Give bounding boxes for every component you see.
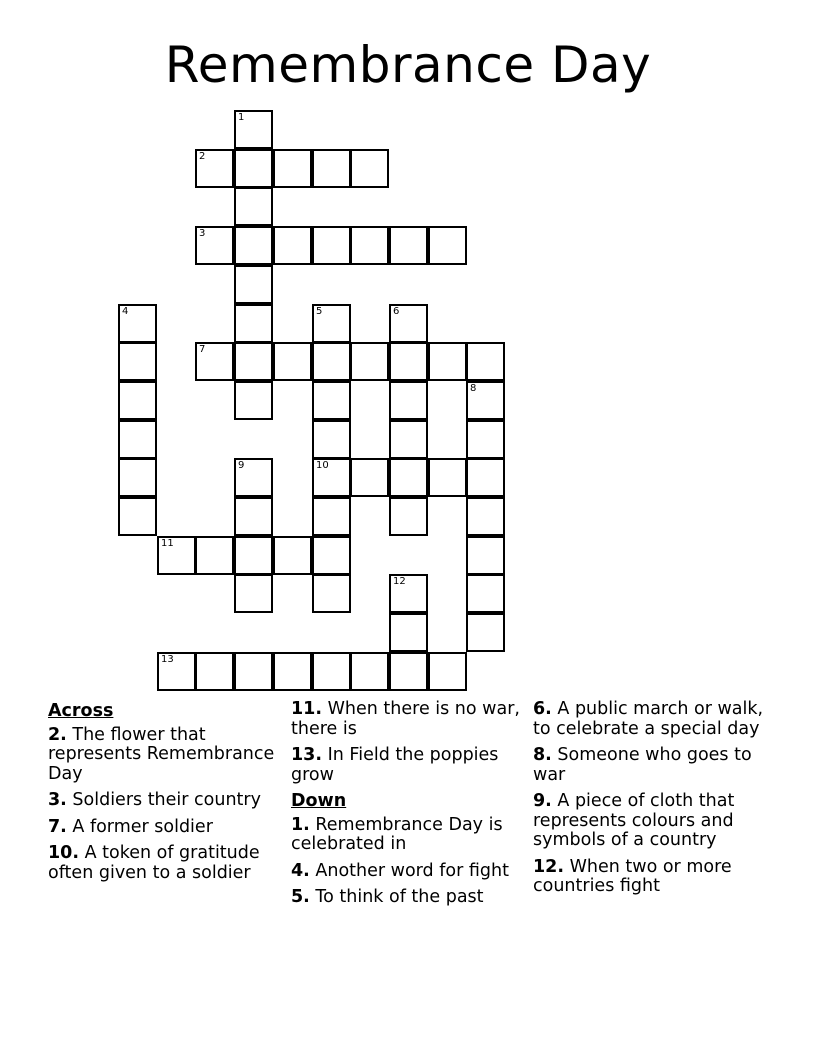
grid-cell[interactable]	[466, 420, 505, 459]
grid-cell[interactable]	[466, 342, 505, 381]
clue-number: 12.	[533, 856, 565, 877]
clue-number: 1.	[291, 814, 310, 835]
grid-cell[interactable]	[312, 458, 351, 497]
grid-cell[interactable]	[312, 381, 351, 420]
clue-across-13	[291, 746, 521, 785]
clue-across-3	[48, 791, 280, 811]
grid-cell[interactable]	[350, 342, 389, 381]
cell-number: 6	[393, 306, 400, 317]
grid-cell[interactable]	[466, 381, 505, 420]
grid-cell[interactable]	[466, 458, 505, 497]
clue-down-12	[533, 858, 765, 897]
clue-down-6	[533, 700, 765, 739]
clue-across-10	[48, 844, 280, 883]
grid-cell[interactable]	[312, 497, 351, 536]
clue-number: 8.	[533, 745, 552, 765]
clue-number: 9.	[533, 791, 552, 811]
grid-cell[interactable]	[118, 342, 157, 381]
clue-down-1	[291, 816, 521, 855]
grid-cell[interactable]	[389, 458, 428, 497]
grid-cell[interactable]	[273, 536, 312, 575]
cell-number: 9	[238, 460, 245, 471]
clue-text: In Field the poppies grow	[291, 745, 499, 785]
grid-cell[interactable]	[428, 226, 467, 265]
clue-text: The flower that represents Remembrance Day	[48, 724, 275, 784]
grid-cell[interactable]	[428, 458, 467, 497]
grid-cell[interactable]	[350, 226, 389, 265]
cell-number: 7	[199, 344, 206, 355]
clue-text: When there is no war, there is	[291, 699, 520, 739]
grid-cell[interactable]	[389, 574, 428, 613]
grid-cell[interactable]	[273, 226, 312, 265]
grid-cell[interactable]	[234, 342, 273, 381]
cell-number: 12	[393, 576, 406, 587]
clue-text: A public march or walk, to celebrate a special day	[533, 699, 764, 739]
grid-cell[interactable]	[118, 420, 157, 459]
cell-number: 13	[161, 654, 174, 665]
clue-across-7	[48, 818, 280, 838]
cell-number: 8	[470, 383, 477, 394]
clue-number: 13.	[291, 745, 323, 765]
clue-number: 11.	[291, 699, 323, 719]
grid-cell[interactable]	[389, 652, 428, 691]
clue-text: When two or more countries fight	[533, 856, 732, 896]
grid-cell[interactable]	[195, 652, 234, 691]
grid-cell[interactable]	[350, 652, 389, 691]
grid-cell[interactable]	[273, 149, 312, 188]
clue-number: 5.	[291, 887, 310, 907]
clue-number: 6.	[533, 699, 552, 719]
clue-number: 2.	[48, 724, 67, 745]
grid-cell[interactable]	[195, 149, 234, 188]
grid-cell[interactable]	[234, 652, 273, 691]
clue-number: 4.	[291, 860, 310, 881]
clue-text: To think of the past	[315, 887, 484, 907]
clue-text: A token of gratitude often given to a soldier	[48, 843, 260, 883]
cell-number: 11	[161, 538, 174, 549]
clue-number: 3.	[48, 790, 67, 810]
clue-text: Remembrance Day is celebrated in	[291, 814, 503, 854]
clue-text: A piece of cloth that represents colours and symbols of a country	[533, 791, 735, 850]
grid-cell[interactable]	[234, 265, 273, 304]
grid-cell[interactable]	[312, 574, 351, 613]
clue-across-11	[291, 700, 521, 739]
clue-text: Soldiers their country	[72, 790, 261, 810]
grid-cell[interactable]	[234, 497, 273, 536]
grid-cell[interactable]	[312, 536, 351, 575]
page-title: Remembrance Day	[164, 36, 652, 94]
grid-cell[interactable]	[234, 304, 273, 343]
grid-cell[interactable]	[195, 342, 234, 381]
clue-text: Another word for fight	[315, 860, 509, 881]
cell-number: 4	[122, 306, 129, 317]
cell-number: 1	[238, 112, 245, 123]
grid-cell[interactable]	[157, 536, 196, 575]
grid-cell[interactable]	[389, 342, 428, 381]
grid-cell[interactable]	[350, 458, 389, 497]
clues-column-3	[533, 700, 765, 904]
grid-cell[interactable]	[234, 110, 273, 149]
clue-down-8	[533, 746, 765, 785]
grid-cell[interactable]	[466, 497, 505, 536]
grid-cell[interactable]	[389, 613, 428, 652]
clue-number: 7.	[48, 816, 67, 837]
grid-cell[interactable]	[466, 536, 505, 575]
clues-column-1	[48, 700, 280, 890]
down-heading: Down	[291, 791, 347, 811]
clue-down-5	[291, 888, 521, 908]
grid-cell[interactable]	[234, 149, 273, 188]
cell-number: 10	[316, 460, 329, 471]
grid-cell[interactable]	[312, 342, 351, 381]
grid-cell[interactable]	[389, 497, 428, 536]
clue-down-4	[291, 862, 521, 882]
grid-cell[interactable]	[389, 226, 428, 265]
clue-text: A former soldier	[72, 816, 213, 837]
grid-cell[interactable]	[234, 381, 273, 420]
grid-cell[interactable]	[350, 149, 389, 188]
grid-cell[interactable]	[234, 458, 273, 497]
grid-cell[interactable]	[118, 458, 157, 497]
grid-cell[interactable]	[312, 652, 351, 691]
clue-across-2	[48, 726, 280, 785]
grid-cell[interactable]	[273, 652, 312, 691]
grid-cell[interactable]	[466, 613, 505, 652]
grid-cell[interactable]	[312, 304, 351, 343]
grid-cell[interactable]	[118, 381, 157, 420]
grid-cell[interactable]	[312, 149, 351, 188]
cell-number: 5	[316, 306, 323, 317]
cell-number: 3	[199, 228, 206, 239]
grid-cell[interactable]	[389, 304, 428, 343]
grid-cell[interactable]	[195, 536, 234, 575]
grid-cell[interactable]	[234, 226, 273, 265]
grid-cell[interactable]	[273, 342, 312, 381]
grid-cell[interactable]	[234, 574, 273, 613]
clue-number: 10.	[48, 843, 80, 863]
across-heading: Across	[48, 701, 114, 721]
grid-cell[interactable]	[118, 497, 157, 536]
grid-cell[interactable]	[312, 420, 351, 459]
grid-cell[interactable]	[234, 536, 273, 575]
grid-cell[interactable]	[195, 226, 234, 265]
grid-cell[interactable]	[466, 574, 505, 613]
clue-down-9	[533, 792, 765, 851]
grid-cell[interactable]	[428, 652, 467, 691]
grid-cell[interactable]	[428, 342, 467, 381]
grid-cell[interactable]	[157, 652, 196, 691]
cell-number: 2	[199, 151, 206, 162]
grid-cell[interactable]	[234, 187, 273, 226]
clues-column-2	[291, 700, 521, 915]
grid-cell[interactable]	[312, 226, 351, 265]
grid-cell[interactable]	[389, 381, 428, 420]
grid-cell[interactable]	[118, 304, 157, 343]
clue-text: Someone who goes to war	[533, 745, 752, 785]
grid-cell[interactable]	[389, 420, 428, 459]
